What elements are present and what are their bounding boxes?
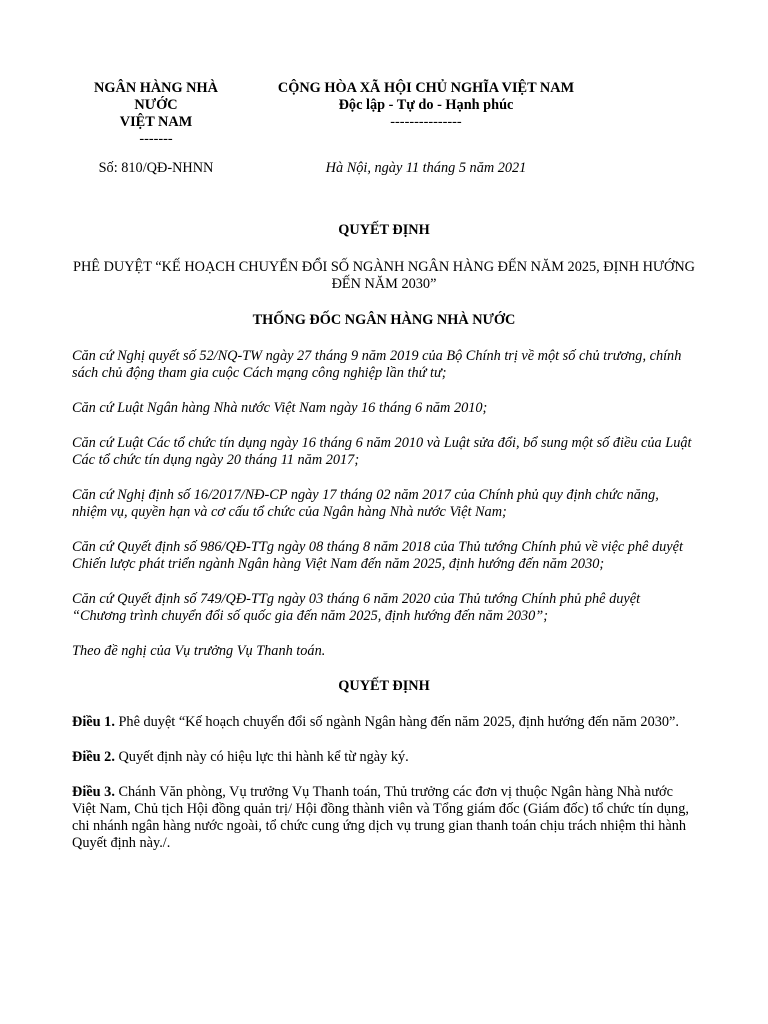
nation-name: CỘNG HÒA XÃ HỘI CHỦ NGHĨA VIỆT NAM (277, 80, 575, 96)
document-header (0, 80, 768, 180)
legal-basis-4: Căn cứ Nghị định số 16/2017/NĐ-CP ngày 17 tháng 02 năm 2017 của Chính phủ quy định chức năng, nhiệm vụ, quyền hạn và cơ cấu tổ chức của Ngân hàng Nhà nước Việt Nam; (72, 487, 659, 520)
document-subtitle: PHÊ DUYỆT “KẾ HOẠCH CHUYỂN ĐỔI SỐ NGÀNH NGÂN HÀNG ĐẾN NĂM 2025, ĐỊNH HƯỚNG ĐẾN NĂM 2030” (73, 259, 695, 292)
document-number: Số: 810/QĐ-NHNN (98, 160, 214, 176)
national-motto (250, 80, 602, 131)
place-and-date: Hà Nội, ngày 11 tháng 5 năm 2021 (325, 160, 527, 176)
decision-heading: QUYẾT ĐỊNH (338, 678, 430, 694)
document-title: QUYẾT ĐỊNH (338, 222, 430, 238)
legal-basis-6: Căn cứ Quyết định số 749/QĐ-TTg ngày 03 tháng 6 năm 2020 của Thủ tướng Chính phủ phê duyệt “Chương trình chuyển đổi số quốc gia đến năm 2025, định hướng đến năm 2030”; (72, 591, 641, 624)
article-3-label: Điều 3. (72, 784, 115, 800)
org-name-line-2: NƯỚC (134, 97, 178, 113)
org-name-line-3: VIỆT NAM (119, 114, 193, 130)
article-1 (72, 714, 696, 731)
article-1-label: Điều 1. (72, 714, 115, 730)
article-3 (72, 784, 696, 852)
article-1-text: Phê duyệt “Kế hoạch chuyển đổi số ngành Ngân hàng đến năm 2025, định hướng đến năm 2030”. (114, 714, 679, 730)
legal-basis-5: Căn cứ Quyết định số 986/QĐ-TTg ngày 08 tháng 8 năm 2018 của Thủ tướng Chính phủ về việc phê duyệt Chiến lược phát triển ngành Ngân hàng Việt Nam đến năm 2025, định hướng đến năm 2030; (72, 539, 683, 572)
motto: Độc lập - Tự do - Hạnh phúc (338, 97, 514, 113)
article-2 (72, 749, 696, 766)
issuing-authority: THỐNG ĐỐC NGÂN HÀNG NHÀ NƯỚC (252, 312, 516, 328)
article-3-text: Chánh Văn phòng, Vụ trưởng Vụ Thanh toán, Thủ trưởng các đơn vị thuộc Ngân hàng Nhà nước Việt Nam, Chủ tịch Hội đồng quản trị/ Hội đồng thành viên và Tổng giám đốc (Giám đốc) tổ chức tín dụng, chi nhánh ngân hàng nước ngoài, tổ chức cung ứng dịch vụ trung gian thanh toán chịu trách nhiệm thi hành Quyết định này./. (72, 784, 689, 851)
issuing-organization (72, 80, 240, 148)
article-2-label: Điều 2. (72, 749, 115, 765)
legal-basis-1: Căn cứ Nghị quyết số 52/NQ-TW ngày 27 tháng 9 năm 2019 của Bộ Chính trị về một số chủ trương, chính sách chủ động tham gia cuộc Cách mạng công nghiệp lần thứ tư; (72, 348, 682, 381)
org-name-line-1: NGÂN HÀNG NHÀ (94, 80, 218, 96)
proposal-statement: Theo đề nghị của Vụ trưởng Vụ Thanh toán. (72, 643, 326, 659)
org-separator: ------- (139, 131, 173, 147)
article-2-text: Quyết định này có hiệu lực thi hành kể từ ngày ký. (114, 749, 409, 765)
legal-basis-2: Căn cứ Luật Ngân hàng Nhà nước Việt Nam ngày 16 tháng 6 năm 2010; (72, 400, 488, 416)
legal-basis-3: Căn cứ Luật Các tổ chức tín dụng ngày 16 tháng 6 năm 2010 và Luật sửa đổi, bổ sung một số điều của Luật Các tổ chức tín dụng ngày 20 tháng 11 năm 2017; (72, 435, 692, 468)
motto-separator: --------------- (390, 114, 462, 130)
document-body (72, 222, 696, 852)
